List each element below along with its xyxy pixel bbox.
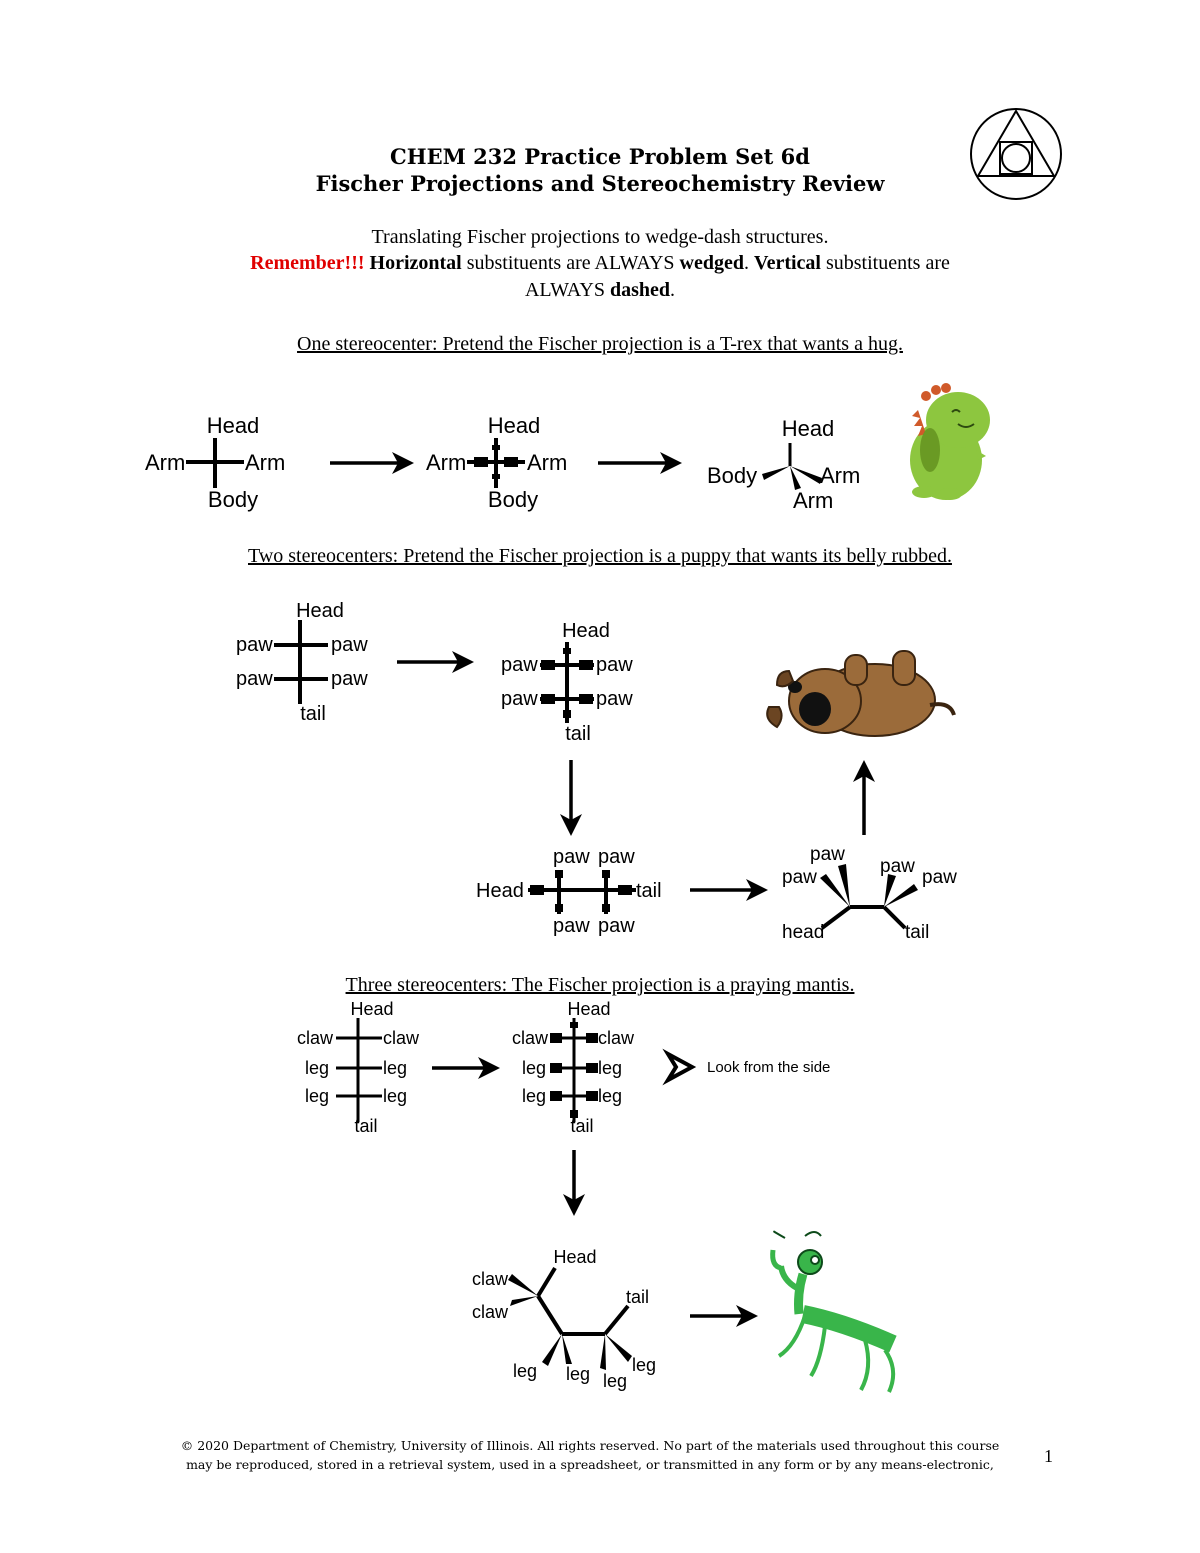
svg-text:Head: Head xyxy=(567,999,611,1019)
svg-text:claw: claw xyxy=(512,1028,549,1048)
svg-text:leg: leg xyxy=(383,1086,408,1106)
svg-text:paw: paw xyxy=(596,688,633,710)
svg-text:Body: Body xyxy=(707,463,758,488)
remember-label: Remember!!! xyxy=(250,252,365,274)
section-three-heading: Three stereocenters: The Fischer projection is a praying mantis. xyxy=(345,974,855,996)
svg-text:Head: Head xyxy=(487,413,541,438)
intro-line-1: Translating Fischer projections to wedge-dash structures. xyxy=(371,226,829,248)
svg-text:Body: Body xyxy=(207,487,259,512)
svg-text:leg: leg xyxy=(305,1058,330,1078)
svg-text:leg: leg xyxy=(598,1058,623,1078)
fischer-one-center xyxy=(145,413,285,512)
wedge-dash-one-center xyxy=(707,416,860,513)
svg-text:leg: leg xyxy=(305,1086,330,1106)
fischer-three-centers xyxy=(297,999,420,1136)
svg-text:Body: Body xyxy=(487,487,539,512)
intro-line-3: ALWAYS dashed. xyxy=(524,279,676,301)
section-two-heading: Two stereocenters: Pretend the Fischer projection is a puppy that wants its belly rubbed. xyxy=(248,545,952,567)
trex-illustration xyxy=(910,383,990,500)
svg-text:paw: paw xyxy=(501,654,538,676)
svg-text:leg: leg xyxy=(522,1058,547,1078)
svg-text:Arm: Arm xyxy=(820,463,861,488)
svg-text:tail: tail xyxy=(905,922,930,943)
puppy-illustration xyxy=(767,651,954,736)
svg-text:paw: paw xyxy=(810,844,845,865)
svg-text:tail: tail xyxy=(570,1116,594,1136)
svg-text:head: head xyxy=(782,922,825,943)
wedge-dash-two-centers xyxy=(782,844,957,943)
svg-text:Head: Head xyxy=(553,1247,597,1267)
fischer-one-center-annotated xyxy=(426,413,567,512)
svg-text:Arm: Arm xyxy=(527,450,568,475)
svg-text:Arm: Arm xyxy=(426,450,467,475)
svg-text:claw: claw xyxy=(472,1302,509,1322)
fischer-three-centers-annotated xyxy=(512,999,635,1136)
svg-text:leg: leg xyxy=(632,1355,657,1375)
intro-line-2: Remember!!! Horizontal substituents are ALWAYS wedged. Vertical substituents are xyxy=(250,252,950,274)
svg-text:paw: paw xyxy=(598,846,635,868)
svg-text:Arm: Arm xyxy=(793,488,834,513)
fischer-two-centers-annotated xyxy=(501,620,633,745)
svg-text:paw: paw xyxy=(553,915,590,937)
svg-text:claw: claw xyxy=(598,1028,635,1048)
label-head: Head xyxy=(206,413,260,438)
eye-icon xyxy=(668,1054,692,1080)
svg-text:paw: paw xyxy=(501,688,538,710)
svg-text:leg: leg xyxy=(383,1058,408,1078)
svg-text:Head: Head xyxy=(296,600,344,622)
svg-text:tail: tail xyxy=(636,880,662,902)
section-one-heading: One stereocenter: Pretend the Fischer projection is a T-rex that wants a hug. xyxy=(297,333,903,355)
svg-text:tail: tail xyxy=(300,703,326,725)
svg-text:paw: paw xyxy=(596,654,633,676)
svg-text:Head: Head xyxy=(562,620,610,642)
svg-text:tail: tail xyxy=(626,1287,650,1307)
svg-text:paw: paw xyxy=(236,668,273,690)
svg-text:leg: leg xyxy=(598,1086,623,1106)
svg-text:Head: Head xyxy=(350,999,394,1019)
svg-text:leg: leg xyxy=(513,1361,538,1381)
page-number: 1 xyxy=(1044,1446,1053,1466)
svg-text:claw: claw xyxy=(472,1269,509,1289)
svg-text:paw: paw xyxy=(880,856,915,877)
svg-text:leg: leg xyxy=(522,1086,547,1106)
title-line-1: CHEM 232 Practice Problem Set 6d xyxy=(390,144,810,169)
svg-text:claw: claw xyxy=(383,1028,420,1048)
svg-text:tail: tail xyxy=(354,1116,378,1136)
svg-text:tail: tail xyxy=(565,723,591,745)
svg-text:paw: paw xyxy=(331,668,368,690)
svg-text:claw: claw xyxy=(297,1028,334,1048)
svg-text:paw: paw xyxy=(782,867,817,888)
svg-text:paw: paw xyxy=(331,634,368,656)
svg-text:leg: leg xyxy=(566,1364,591,1384)
fischer-two-centers xyxy=(236,600,368,725)
wedge-dash-three-centers xyxy=(472,1247,656,1391)
svg-text:paw: paw xyxy=(922,867,957,888)
svg-text:paw: paw xyxy=(598,915,635,937)
svg-text:Arm: Arm xyxy=(245,450,286,475)
svg-text:Arm: Arm xyxy=(145,450,186,475)
copyright-footer: © 2020 Department of Chemistry, University of Illinois. All rights reserved. No part of the materials used throughout this course may be reproduced, stored in a retrieval system, used in a spreadsheet, or transmitted in any form or by any means-electronic, xyxy=(180,1438,1000,1472)
svg-text:paw: paw xyxy=(553,846,590,868)
title-line-2: Fischer Projections and Stereochemistry Review xyxy=(315,171,885,196)
mantis-illustration xyxy=(773,1232,894,1392)
svg-text:Head: Head xyxy=(781,416,835,441)
svg-text:Head: Head xyxy=(476,880,524,902)
svg-text:paw: paw xyxy=(236,634,273,656)
fischer-two-centers-rotated xyxy=(476,846,662,937)
look-from-side-label: Look from the side xyxy=(707,1059,831,1076)
svg-text:leg: leg xyxy=(603,1371,628,1391)
